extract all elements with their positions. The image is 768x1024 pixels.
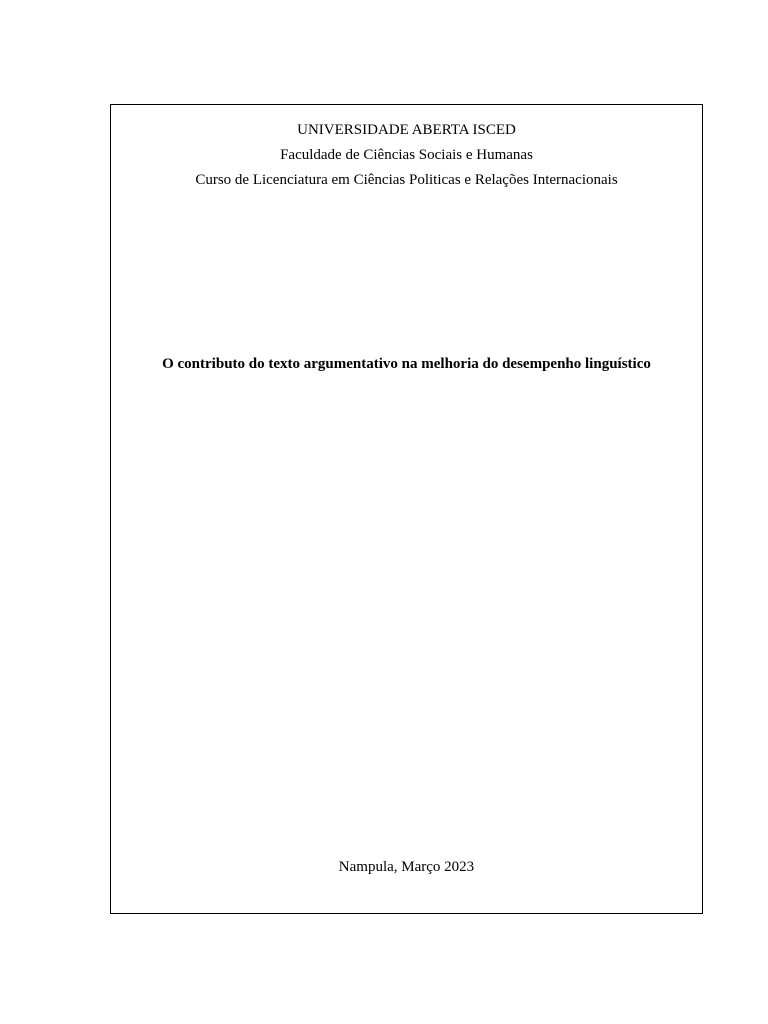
document-title: O contributo do texto argumentativo na melhoria do desempenho linguístico (162, 356, 651, 372)
cover-border-frame (110, 104, 703, 914)
university-name: UNIVERSIDADE ABERTA ISCED (297, 122, 516, 138)
place-date: Nampula, Março 2023 (338, 859, 475, 875)
course-name: Curso de Licenciatura em Ciências Politicas e Relações Internacionais (195, 172, 618, 188)
faculty-name: Faculdade de Ciências Sociais e Humanas (280, 147, 533, 163)
